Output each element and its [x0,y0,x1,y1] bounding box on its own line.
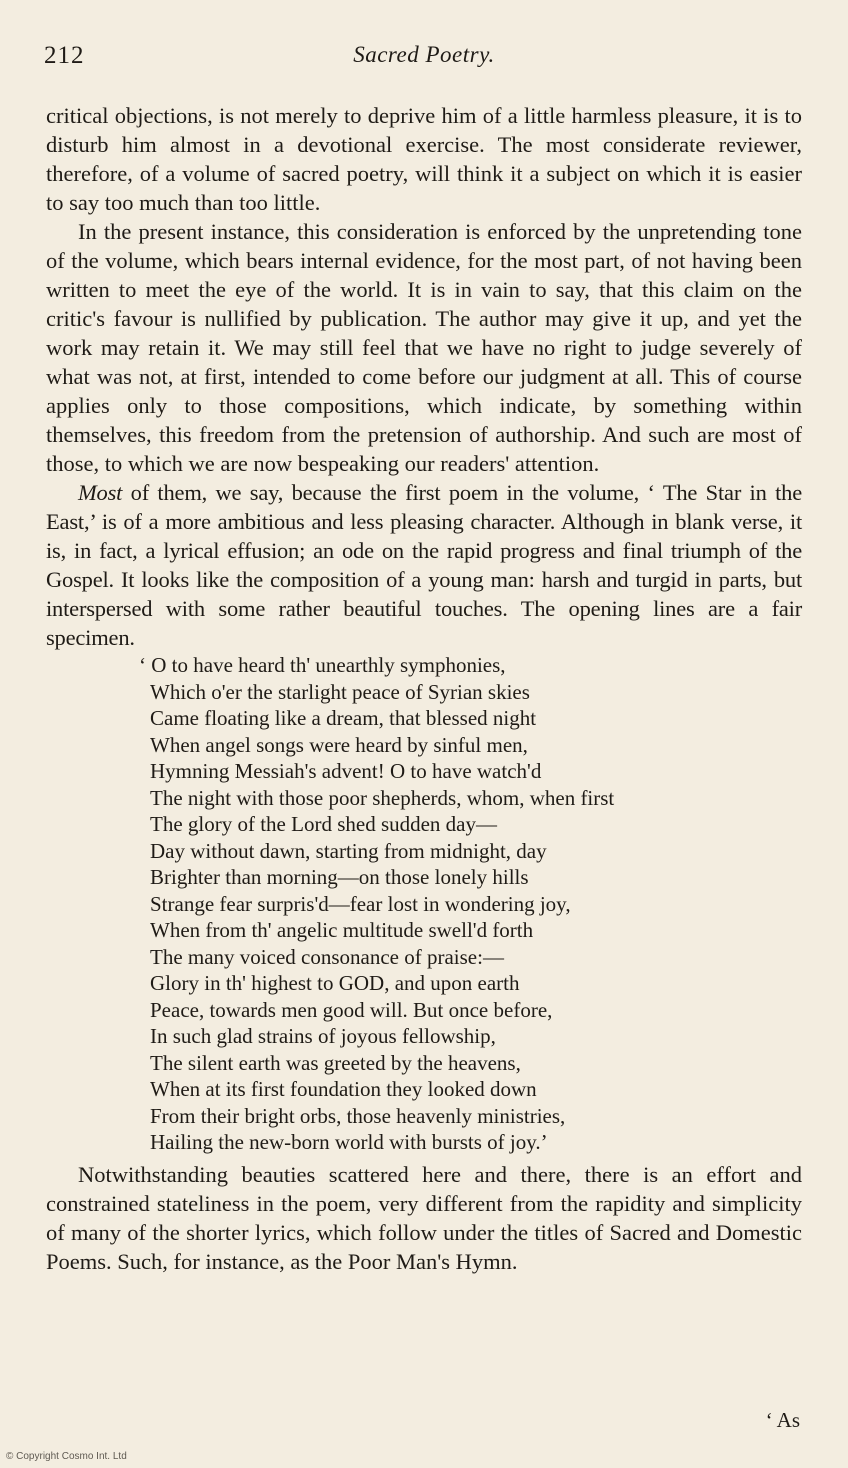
verse-line: In such glad strains of joyous fellowship, [150,1024,496,1048]
paragraph-2: In the present instance, this consideration is enforced by the unpretending tone of the volume, which bears internal evidence, for the most part, of not having been written to meet the eye of the world. It is in vain to say, that this claim on the critic's favour is nullified by publication. The author may give it up, and yet the work may retain it. We may still feel that we have no right to judge severely of what was not, at first, intended to come before our judgment at all. This of course applies only to those compositions, which indicate, by something within themselves, this freedom from the pretension of authorship. And such are most of those, to which we are now bespeaking our readers' attention. [46,219,802,476]
verse-line: Hymning Messiah's advent! O to have watch'd [150,759,542,783]
verse-line: ‘ O to have heard th' unearthly symphonies, [139,653,506,677]
verse-line: Peace, towards men good will. But once before, [150,997,553,1022]
paragraph-3-text: of them, we say, because the first poem in the volume, ‘ The Star in the East,’ is of a more ambitious and less pleasing character. Although in blank verse, it is, in fact, a lyrical effusion; an ode on the rapid progress and final triumph of the Gospel. It looks like the composition of a young man: harsh and turgid in parts, but interspersed with some rather beautiful touches. The opening lines are a fair specimen. [46,480,802,650]
verse-line: Day without dawn, starting from midnight, day [150,838,547,863]
verse-line: Hailing the new-born world with bursts of joy.’ [150,1130,548,1154]
body-text [46,101,802,1276]
verse-line: When at its first foundation they looked down [150,1077,537,1101]
verse-line: Strange fear surpris'd—fear lost in wondering joy, [150,891,571,916]
verse-line: From their bright orbs, those heavenly ministries, [150,1103,566,1128]
copyright-watermark: © Copyright Cosmo Int. Ltd [6,1451,127,1462]
verse-line: When angel songs were heard by sinful men, [150,732,528,757]
verse-line: The glory of the Lord shed sudden day— [150,812,498,836]
page-number: 212 [44,42,85,69]
verse-line: Brighter than morning—on those lonely hills [150,865,529,889]
verse-line: The many voiced consonance of praise:— [150,944,504,969]
paragraph-3-italic-word: Most [78,480,123,505]
catchword: ‘ As [765,1408,800,1432]
page-header [44,42,804,78]
paragraph-4: Notwithstanding beauties scattered here and there, there is an effort and constrained stateliness in the poem, very different from the rapidity and simplicity of many of the shorter lyrics, which follow under the titles of Sacred and Domestic Poems. Such, for instance, as the Poor Man's Hymn. [46,1161,802,1274]
verse-line: The night with those poor shepherds, whom, when first [150,785,615,810]
paragraph-1: critical objections, is not merely to deprive him of a little harmless pleasure, it is to disturb him almost in a devotional exercise. The most considerate reviewer, therefore, of a volume of sacred poetry, will think it a subject on which it is easier to say too much than too little. [46,103,802,215]
verse-line: Glory in th' highest to GOD, and upon earth [150,971,520,995]
verse-quotation [139,652,802,1156]
running-head: Sacred Poetry. [353,42,495,67]
verse-line: Which o'er the starlight peace of Syrian skies [150,679,530,704]
verse-line: When from th' angelic multitude swell'd forth [150,918,534,942]
paragraph-3 [46,478,802,652]
verse-line: Came floating like a dream, that blessed night [150,706,537,730]
verse-line: The silent earth was greeted by the heavens, [150,1050,521,1075]
